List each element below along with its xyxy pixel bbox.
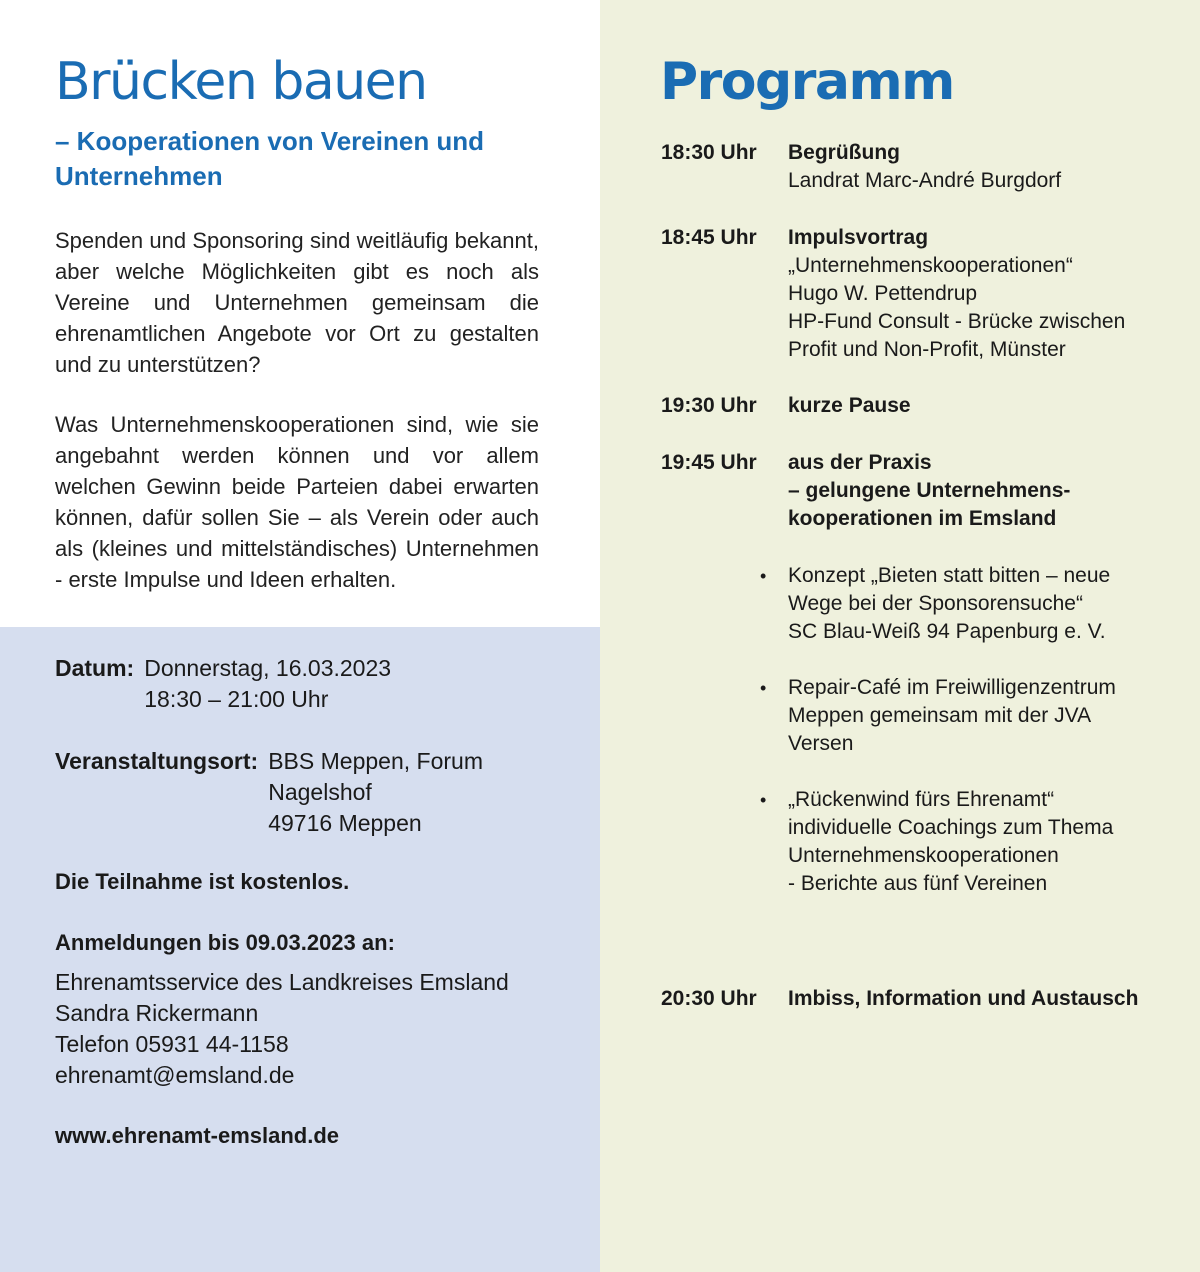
slot-detail: Hugo W. Pettendrup: [788, 282, 978, 305]
date-label: Datum:: [55, 655, 135, 681]
time-value: 18:30 – 21:00 Uhr: [144, 686, 329, 712]
website-link[interactable]: www.ehrenamt-emsland.de: [55, 1123, 340, 1148]
bullet-line: Unternehmenskooperationen: [788, 844, 1059, 867]
bullet-line: Meppen gemeinsam mit der JVA: [788, 704, 1092, 727]
bullet-icon: •: [760, 566, 767, 586]
program-slot: [661, 224, 1178, 364]
bullet-line: Wege bei der Sponsorensuche“: [788, 592, 1083, 615]
bullet-line: Repair-Café im Freiwilligenzentrum: [788, 676, 1116, 699]
program-slot: [661, 392, 1178, 420]
slot-detail: HP-Fund Consult - Brücke zwischen: [788, 310, 1126, 333]
program-slot: [661, 985, 1200, 1013]
slot-time: 18:30 Uhr: [661, 141, 757, 164]
page-title: Brücken bauen: [55, 52, 427, 112]
free-note: Die Teilnahme ist kostenlos.: [55, 869, 350, 894]
list-item: [760, 786, 1180, 898]
intro-paragraph-1: Spenden und Sponsoring sind weitläufig bekannt, aber welche Möglichkeiten gibt es noch als Vereine und Unternehmen gemeinsam die ehrenamtlichen Angebote vor Ort zu gestalten und zu unterstützen?: [55, 228, 539, 377]
bullet-icon: •: [760, 678, 767, 698]
slot-detail: Profit und Non-Profit, Münster: [788, 338, 1066, 361]
slot-title: Imbiss, Information und Austausch: [788, 987, 1139, 1010]
place-row: [55, 746, 483, 839]
bullet-icon: •: [760, 790, 767, 810]
program-slot: [661, 139, 1178, 195]
intro-paragraph-2: Was Unternehmenskooperationen sind, wie sie angebahnt werden können und vor allem welchen Gewinn beide Parteien dabei erwarten können, dafür sollen Sie – als Verein oder auch als (kleines und mittelständisches) Unternehmen - erste Impulse und Ideen erhalten.: [55, 412, 539, 592]
place-line: Nagelshof: [268, 779, 372, 805]
slot-time: 20:30 Uhr: [661, 987, 757, 1010]
program-title: Programm: [660, 52, 954, 112]
contact-phone[interactable]: Telefon 05931 44-1158: [55, 1031, 289, 1057]
bullet-line: „Rückenwind fürs Ehrenamt“: [788, 788, 1055, 811]
slot-title: aus der Praxis: [788, 451, 932, 474]
place-line: 49716 Meppen: [268, 810, 422, 836]
contact-org: Ehrenamtsservice des Landkreises Emsland: [55, 969, 509, 995]
contact-email-link[interactable]: ehrenamt@emsland.de: [55, 1062, 295, 1088]
slot-detail: Landrat Marc-André Burgdorf: [788, 169, 1062, 192]
bullet-line: individuelle Coachings zum Thema: [788, 816, 1114, 839]
bullet-line: Versen: [788, 732, 854, 755]
slot-title: Impulsvortrag: [788, 226, 929, 249]
bullet-line: - Berichte aus fünf Vereinen: [788, 872, 1048, 895]
program-slot: [661, 449, 1178, 533]
contact-person: Sandra Rickermann: [55, 1000, 259, 1026]
slot-time: 19:45 Uhr: [661, 451, 757, 474]
subtitle: – Kooperationen von Vereinen und Unternehmen: [55, 126, 485, 191]
place-line: BBS Meppen, Forum: [268, 748, 483, 774]
slot-title: kooperationen im Emsland: [788, 507, 1057, 530]
bullet-line: Konzept „Bieten statt bitten – neue: [788, 564, 1111, 587]
registration-title: Anmeldungen bis 09.03.2023 an:: [55, 930, 395, 955]
slot-detail: „Unternehmenskooperationen“: [788, 254, 1073, 277]
slot-title: Begrüßung: [788, 141, 900, 164]
slot-time: 19:30 Uhr: [661, 394, 757, 417]
list-item: [760, 562, 1180, 646]
bullet-line: SC Blau-Weiß 94 Papenburg e. V.: [788, 620, 1106, 643]
praxis-bullet-list: [760, 562, 1180, 926]
slot-time: 18:45 Uhr: [661, 226, 757, 249]
place-label: Veranstaltungsort:: [55, 748, 259, 774]
slot-title: kurze Pause: [788, 394, 911, 417]
date-row: [55, 653, 391, 715]
registration-contact: [55, 967, 509, 1091]
slot-title: – gelungene Unternehmens-: [788, 479, 1071, 502]
list-item: [760, 674, 1180, 758]
date-value: Donnerstag, 16.03.2023: [144, 655, 392, 681]
